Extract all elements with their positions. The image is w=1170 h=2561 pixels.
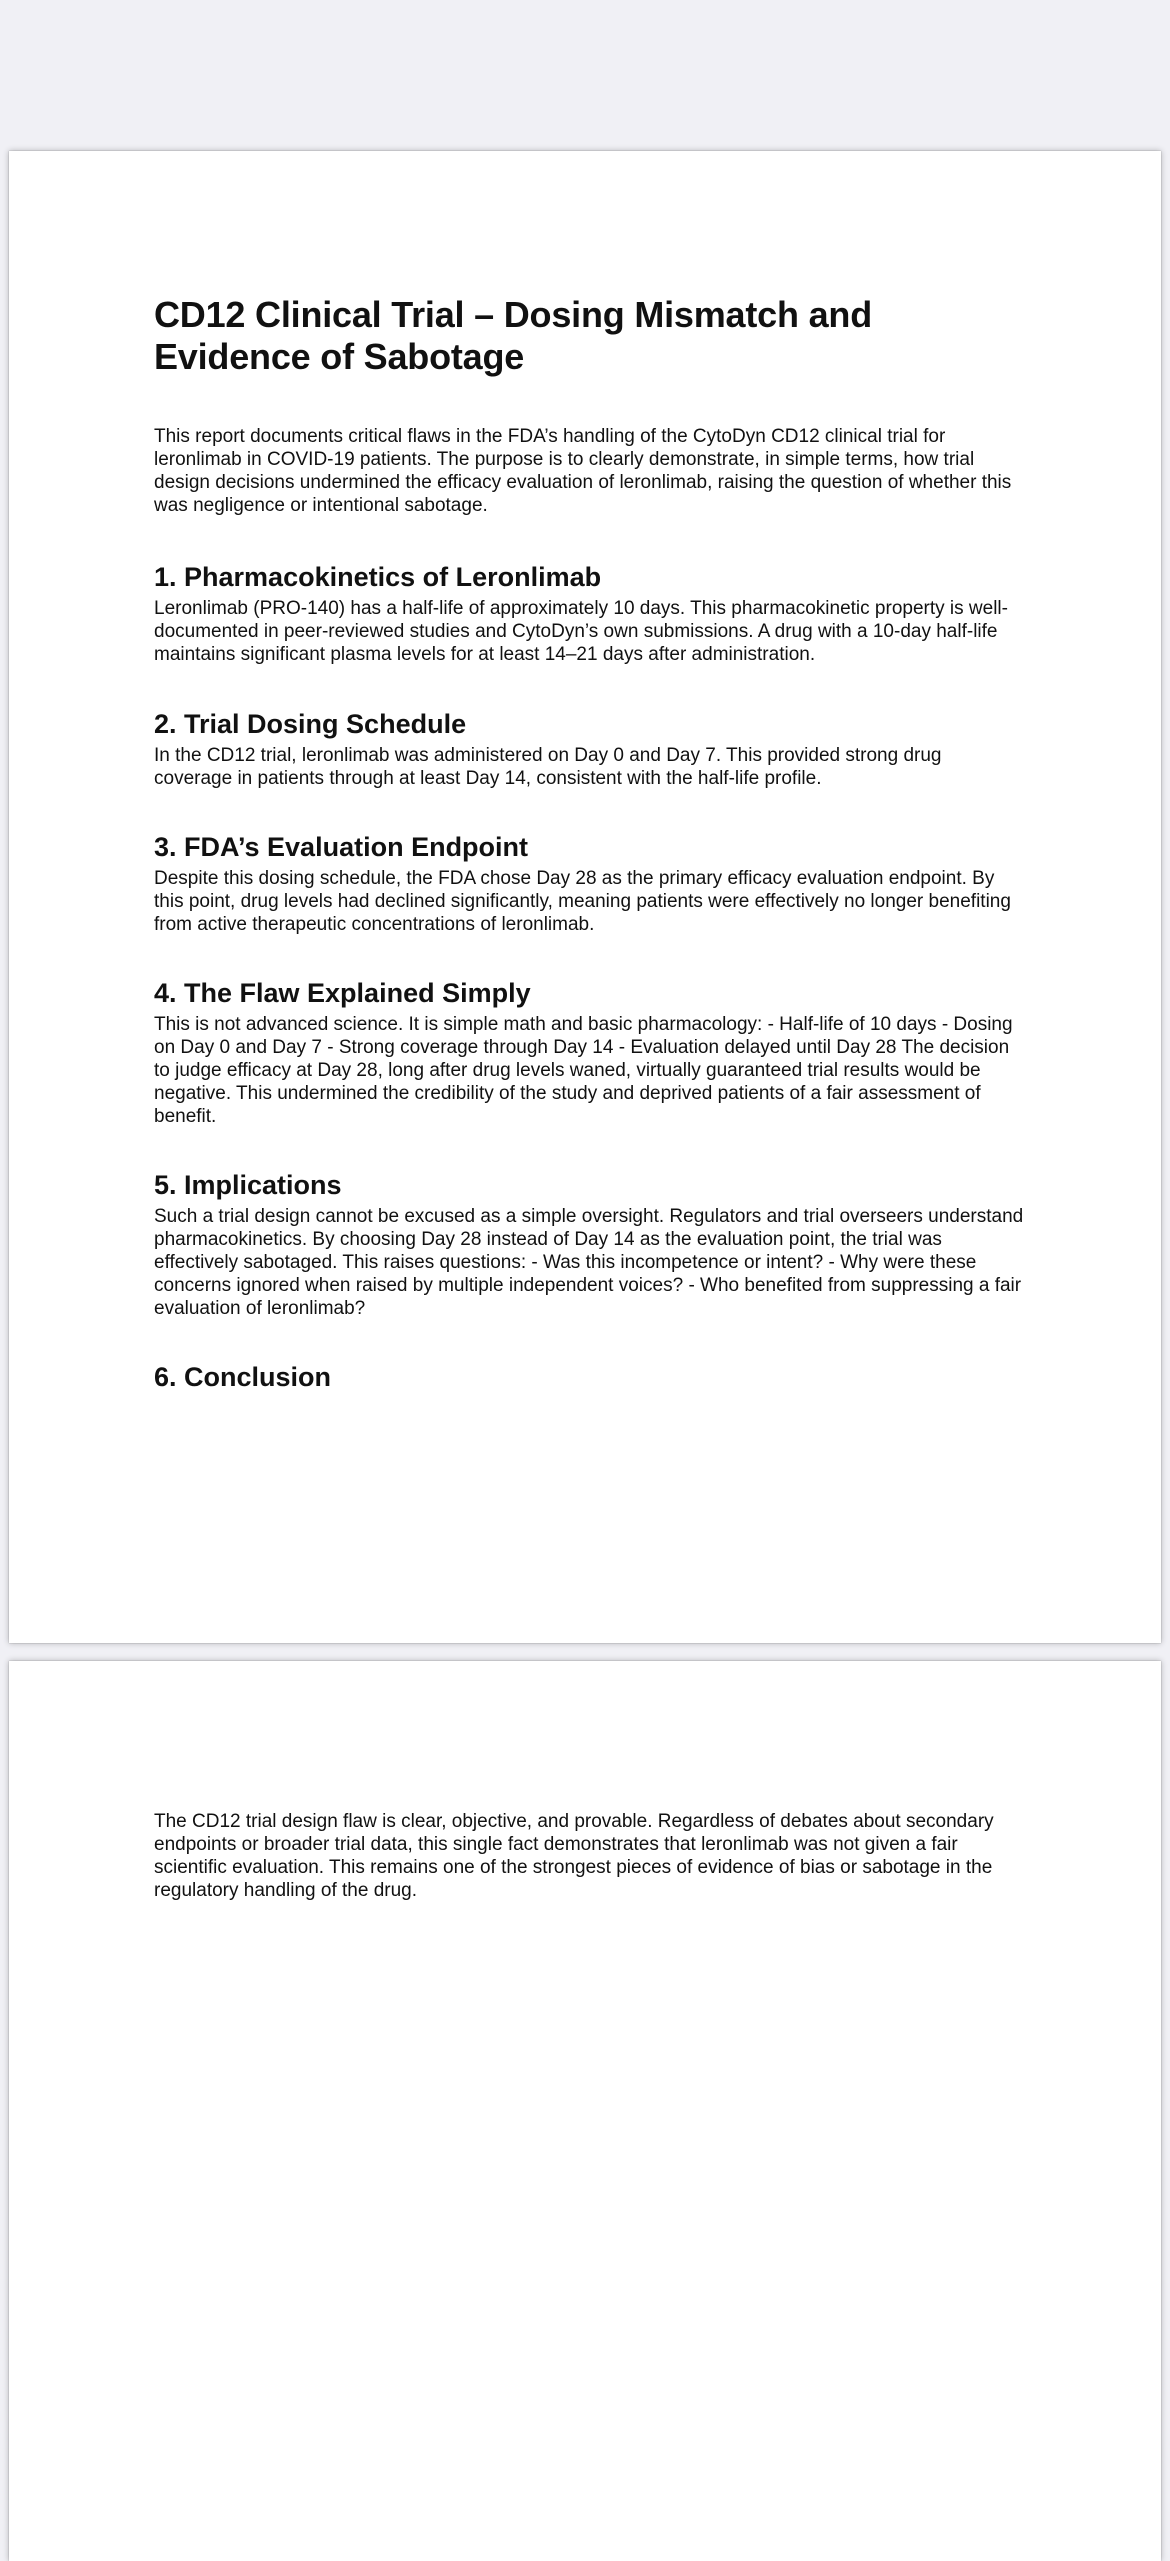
page-2-content: [154, 1810, 1024, 1902]
section-dosing-schedule: [154, 707, 1024, 790]
section-flaw-explained: [154, 976, 1024, 1128]
section-heading: 2. Trial Dosing Schedule: [154, 709, 467, 739]
section-body: Such a trial design cannot be excused as a simple oversight. Regulators and trial overseers understand pharmacokinetics. By choosing Day 28 instead of Day 14 as the evaluation point, the trial was effectively sabotaged. This raises questions: - Was this incompetence or intent? - Why were these concerns ignored when raised by multiple independent voices? - Who benefited from suppressing a fair evaluation of leronlimab?: [154, 1206, 1024, 1319]
section-heading: 5. Implications: [154, 1170, 342, 1200]
document-title: CD12 Clinical Trial – Dosing Mismatch and Evidence of Sabotage: [154, 294, 872, 377]
page-1-content: [154, 294, 1024, 1394]
section-body: This is not advanced science. It is simple math and basic pharmacology: - Half-life of 10 days - Dosing on Day 0 and Day 7 - Strong coverage through Day 14 - Evaluation delayed until Day 28 The decision to judge efficacy at Day 28, long after drug levels waned, virtually guaranteed trial results would be negative. This undermined the credibility of the study and deprived patients of a fair assessment of benefit.: [154, 1014, 1013, 1127]
conclusion-body: The CD12 trial design flaw is clear, objective, and provable. Regardless of debates about secondary endpoints or broader trial data, this single fact demonstrates that leronlimab was not given a fair scientific evaluation. This remains one of the strongest pieces of evidence of bias or sabotage in the regulatory handling of the drug.: [154, 1811, 994, 1901]
intro-paragraph: This report documents critical flaws in the FDA’s handling of the CytoDyn CD12 clinical trial for leronlimab in COVID-19 patients. The purpose is to clearly demonstrate, in simple terms, how trial design decisions undermined the efficacy evaluation of leronlimab, raising the question of whether this was negligence or intentional sabotage.: [154, 426, 1012, 516]
section-body: Leronlimab (PRO-140) has a half-life of approximately 10 days. This pharmacokinetic property is well-documented in peer-reviewed studies and CytoDyn’s own submissions. A drug with a 10-day half-life maintains significant plasma levels for at least 14–21 days after administration.: [154, 598, 1008, 665]
section-body: In the CD12 trial, leronlimab was administered on Day 0 and Day 7. This provided strong drug coverage in patients through at least Day 14, consistent with the half-life profile.: [154, 745, 942, 789]
section-body: Despite this dosing schedule, the FDA chose Day 28 as the primary efficacy evaluation endpoint. By this point, drug levels had declined significantly, meaning patients were effectively no longer benefiting from active therapeutic concentrations of leronlimab.: [154, 868, 1011, 935]
section-implications: [154, 1168, 1024, 1320]
section-heading: 3. FDA’s Evaluation Endpoint: [154, 832, 529, 862]
section-heading: 4. The Flaw Explained Simply: [154, 978, 531, 1008]
section-pharmacokinetics: [154, 560, 1024, 666]
document-page-1: [9, 151, 1161, 1643]
section-heading: 1. Pharmacokinetics of Leronlimab: [154, 562, 602, 592]
section-evaluation-endpoint: [154, 830, 1024, 936]
document-page-2: [9, 1661, 1161, 2561]
section-conclusion: [154, 1360, 1024, 1394]
section-heading: 6. Conclusion: [154, 1362, 332, 1392]
